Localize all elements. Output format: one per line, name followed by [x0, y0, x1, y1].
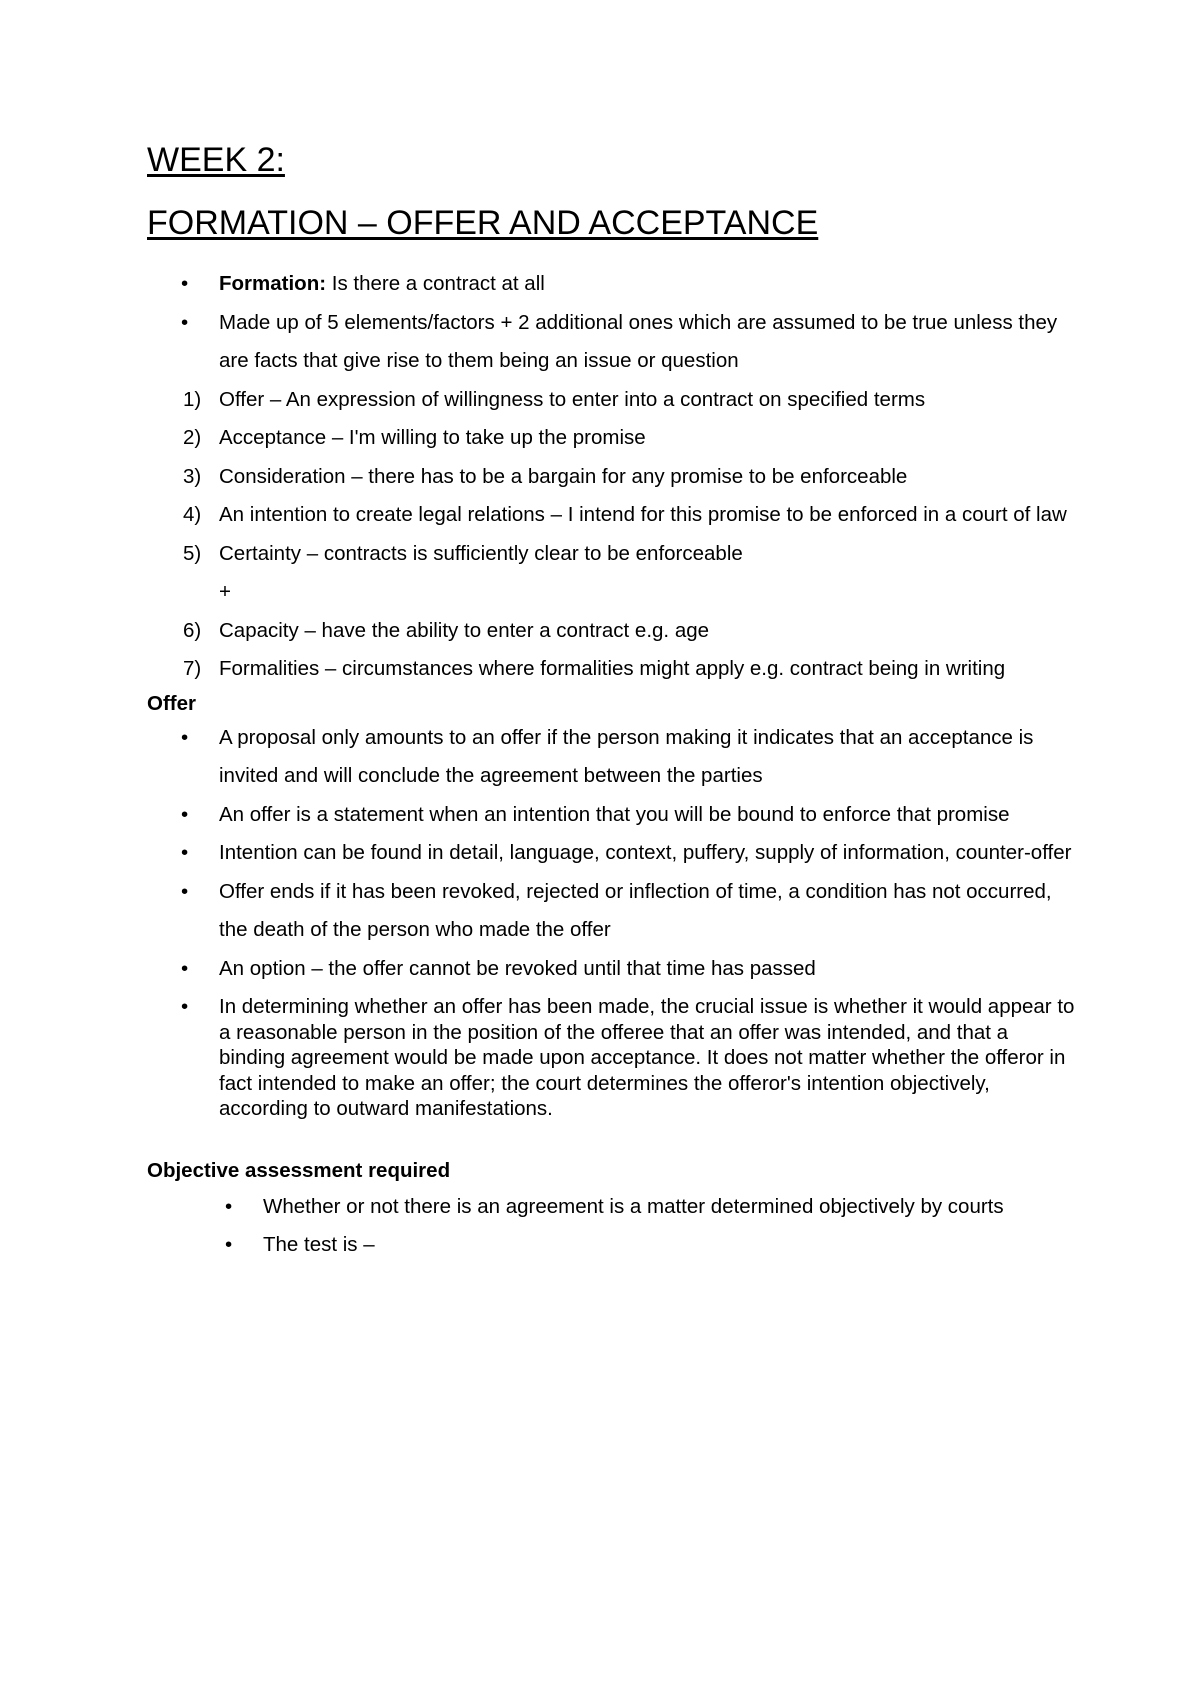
- item-text: An intention to create legal relations – I intend for this promise to be enforced in a court of law: [219, 503, 1067, 526]
- list-item: [147, 1226, 1077, 1265]
- week-title: WEEK 2:: [147, 141, 285, 179]
- list-item: [147, 719, 1077, 796]
- item-number: 6): [183, 618, 202, 642]
- list-item: [147, 873, 1077, 950]
- item-text: A proposal only amounts to an offer if the person making it indicates that an acceptance is invited and will conclude the agreement between the parties: [219, 725, 1034, 787]
- item-text: Offer – An expression of willingness to enter into a contract on specified terms: [219, 387, 926, 411]
- list-item: [147, 950, 1077, 989]
- item-number: 4): [183, 503, 202, 526]
- bullet-icon: •: [225, 1233, 233, 1257]
- item-number: 7): [183, 657, 202, 680]
- item-text: Formalities – circumstances where formalities might apply e.g. contract being in writing: [219, 657, 1006, 680]
- intro-bullet-list: [147, 265, 1077, 381]
- bullet-icon: •: [181, 272, 189, 295]
- item-text: An offer is a statement when an intention that you will be bound to enforce that promise: [219, 802, 1010, 826]
- bullet-icon: •: [181, 841, 189, 864]
- numbered-item: [147, 419, 1077, 458]
- numbered-item: [147, 650, 1077, 689]
- item-text: Offer ends if it has been revoked, rejected or inflection of time, a condition has not occurred, the death of the person who made the offer: [219, 879, 1052, 941]
- elements-summary: Made up of 5 elements/factors + 2 additional ones which are assumed to be true unless they are facts that give rise to them being an issue or question: [219, 310, 1058, 372]
- formation-term: Formation:: [219, 272, 327, 295]
- item-text: Intention can be found in detail, language, context, puffery, supply of information, counter-offer: [219, 841, 1072, 864]
- item-text: Whether or not there is an agreement is a matter determined objectively by courts: [263, 1194, 1004, 1218]
- list-item: [147, 796, 1077, 835]
- item-number: 1): [183, 387, 202, 411]
- offer-bullet-list: [147, 719, 1077, 1122]
- topic-title: FORMATION – OFFER AND ACCEPTANCE: [147, 204, 819, 242]
- item-text: In determining whether an offer has been made, the crucial issue is whether it would appear to a reasonable person in the position of the offeree that an offer was intended, and that a binding agreement would be made upon acceptance. It does not matter whether the offeror in fact intended to make an offer; the court determines the offeror's intention objectively, according to outward manifestations.: [219, 995, 1075, 1121]
- formation-definition: Is there a contract at all: [326, 272, 545, 295]
- numbered-item: [147, 381, 1077, 420]
- item-number: 5): [183, 541, 202, 565]
- bullet-icon: •: [181, 995, 189, 1018]
- list-item: [147, 988, 1077, 1122]
- item-text: An option – the offer cannot be revoked until that time has passed: [219, 956, 816, 980]
- bullet-icon: •: [225, 1194, 233, 1218]
- item-number: 2): [183, 426, 202, 449]
- elements-numbered-list: [147, 381, 1077, 574]
- numbered-item: [147, 612, 1077, 651]
- numbered-item: [147, 496, 1077, 535]
- numbered-item: [147, 535, 1077, 574]
- objective-bullet-list: [147, 1188, 1077, 1265]
- item-text: The test is –: [263, 1233, 375, 1257]
- list-item: [147, 1188, 1077, 1227]
- item-text: Certainty – contracts is sufficiently clear to be enforceable: [219, 541, 743, 565]
- item-text: Acceptance – I'm willing to take up the promise: [219, 426, 646, 449]
- item-number: 3): [183, 464, 202, 488]
- additional-elements-list: [147, 612, 1077, 689]
- bullet-icon: •: [181, 879, 189, 903]
- offer-heading: Offer: [147, 691, 196, 715]
- objective-heading: Objective assessment required: [147, 1158, 451, 1182]
- item-text: Capacity – have the ability to enter a contract e.g. age: [219, 618, 710, 642]
- bullet-icon: •: [181, 725, 189, 749]
- list-item: [147, 834, 1077, 873]
- bullet-icon: •: [181, 802, 189, 826]
- document-content: [147, 140, 1077, 1265]
- numbered-item: [147, 458, 1077, 497]
- item-text: Consideration – there has to be a bargain for any promise to be enforceable: [219, 464, 908, 488]
- bullet-icon: •: [181, 956, 189, 980]
- plus-separator: +: [219, 580, 231, 603]
- list-item: [147, 265, 1077, 304]
- list-item: [147, 304, 1077, 381]
- bullet-icon: •: [181, 310, 189, 334]
